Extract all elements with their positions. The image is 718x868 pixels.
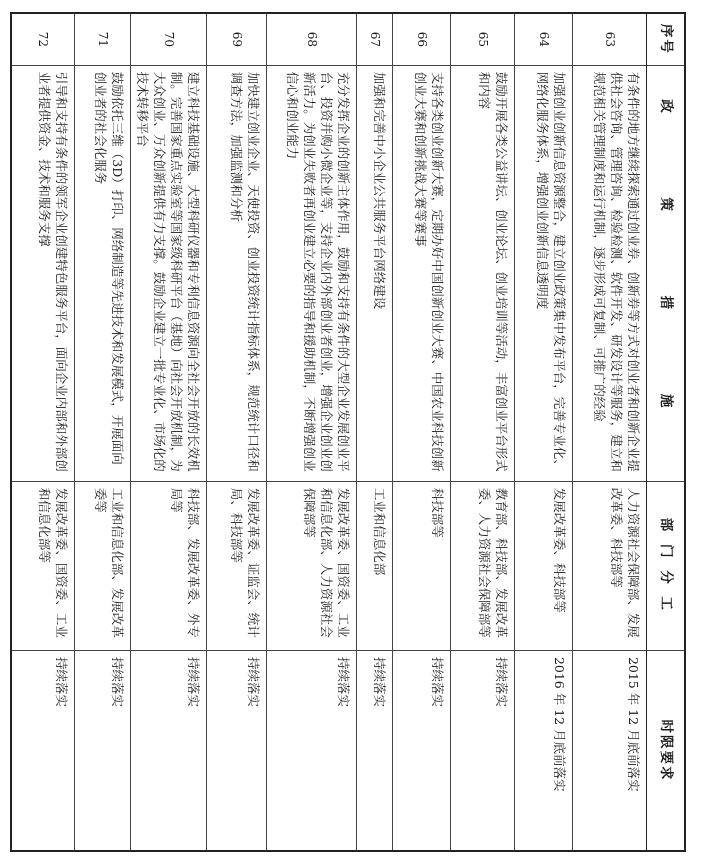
row-deadline: 持续落实 <box>186 656 201 707</box>
row-measure: 鼓励开展各类公益讲坛、创业论坛、创业培训等活动，丰富创业平台形式和内容 <box>451 66 514 482</box>
row-deadline: 持续落实 <box>246 656 261 707</box>
row-measure: 引导和支持有条件的领军企业创建特色服务平台，面向企业内部和外部创业者提供资金、技术和服务支撑 <box>12 66 74 482</box>
row-department: 工业和信息化部 <box>357 482 392 651</box>
table-row <box>206 14 266 850</box>
row-number: 64 <box>515 14 572 66</box>
row-number: 65 <box>451 14 514 66</box>
table-row <box>74 14 130 850</box>
row-deadline: 2015 年 12 月底前落实 <box>626 656 641 792</box>
row-number: 67 <box>357 14 392 66</box>
row-number: 66 <box>393 14 450 66</box>
row-department: 人力资源社会保障部、发展改革委、科技部等 <box>573 482 646 651</box>
row-measure: 建立科技基础设施、大型科研仪器和专利信息资源向全社会开放的长效机制。完善国家重点实验室等国家级科研平台（基地）向社会开放机制，为大众创业、万众创新提供有力支撑。鼓励企业建立一批专业化、市场化的技术转移平台 <box>131 66 206 482</box>
row-measure: 加强创业创新信息资源整合，建立创业政策集中发布平台，完善专业化、网络化服务体系，增强创业创新信息透明度 <box>515 66 572 482</box>
row-number: 68 <box>267 14 356 66</box>
table-header-row <box>646 14 684 850</box>
row-deadline: 持续落实 <box>110 656 125 707</box>
table-row <box>12 14 74 850</box>
row-department: 科技部、发展改革委、外专局等 <box>131 482 206 651</box>
row-deadline: 持续落实 <box>54 656 69 707</box>
header-department: 部 门 分 工 <box>647 482 684 651</box>
row-measure: 有条件的地方继续探索通过创业券、创新券等方式对创业者和创新企业提供社会咨询、管理咨询、检验检测、软件开发、研发设计等服务，建立和规范相关管理制度和运行机制，逐步形成可复制、可推广的经验 <box>573 66 646 482</box>
row-measure: 鼓励依托三维（3D）打印、网络制造等先进技术和发展模式，开展面向创业者的社会化服务 <box>75 66 130 482</box>
row-deadline: 持续落实 <box>494 656 509 707</box>
table-row <box>514 14 572 850</box>
row-number: 71 <box>75 14 130 66</box>
row-number: 63 <box>573 14 646 66</box>
header-deadline: 时限要求 <box>658 719 674 782</box>
row-department: 发展改革委、国资委、工业和信息化部等 <box>12 482 74 651</box>
policy-table <box>10 12 686 852</box>
row-number: 69 <box>207 14 266 66</box>
header-measure: 政 策 措 施 <box>647 66 684 482</box>
row-department: 发展改革委、科技部等 <box>515 482 572 651</box>
row-department: 发展改革委、证监会、统计局、科技部等 <box>207 482 266 651</box>
row-department: 科技部等 <box>393 482 450 651</box>
row-measure: 加快建立创业企业、天使投资、创业投资统计指标体系，规范统计口径和调查方法，加强监测和分析 <box>207 66 266 482</box>
row-deadline: 持续落实 <box>372 656 387 707</box>
table-row <box>392 14 450 850</box>
row-measure: 加强和完善中小企业公共服务平台网络建设 <box>357 66 392 482</box>
table-row <box>266 14 356 850</box>
table-row <box>572 14 646 850</box>
header-number: 序号 <box>647 14 684 66</box>
row-department: 工业和信息化部、发展改革委等 <box>75 482 130 651</box>
table-row <box>356 14 392 850</box>
row-department: 教育部、科技部、发展改革委、人力资源社会保障部等 <box>451 482 514 651</box>
row-number: 72 <box>12 14 74 66</box>
row-deadline: 2016 年 12 月底前落实 <box>552 656 567 792</box>
row-deadline: 持续落实 <box>336 656 351 707</box>
row-deadline: 持续落实 <box>430 656 445 707</box>
row-number: 70 <box>131 14 206 66</box>
table-row <box>450 14 514 850</box>
row-measure: 充分发挥企业的创新主体作用，鼓励和支持有条件的大型企业发展创业平台、投资并购小微企业等，支持企业内外部创业者创业，增强企业创业创新活力。为创业失败者再创业建立必要的指导和援助机制，不断增强创业信心和创业能力 <box>267 66 356 482</box>
row-department: 发展改革委、国资委、工业和信息化部、人力资源社会保障部等 <box>267 482 356 651</box>
row-measure: 支持各类创业创新大赛，定期办好中国创新创业大赛、中国农业科技创新创业大赛和创新挑战大赛等赛事 <box>393 66 450 482</box>
table-row <box>130 14 206 850</box>
